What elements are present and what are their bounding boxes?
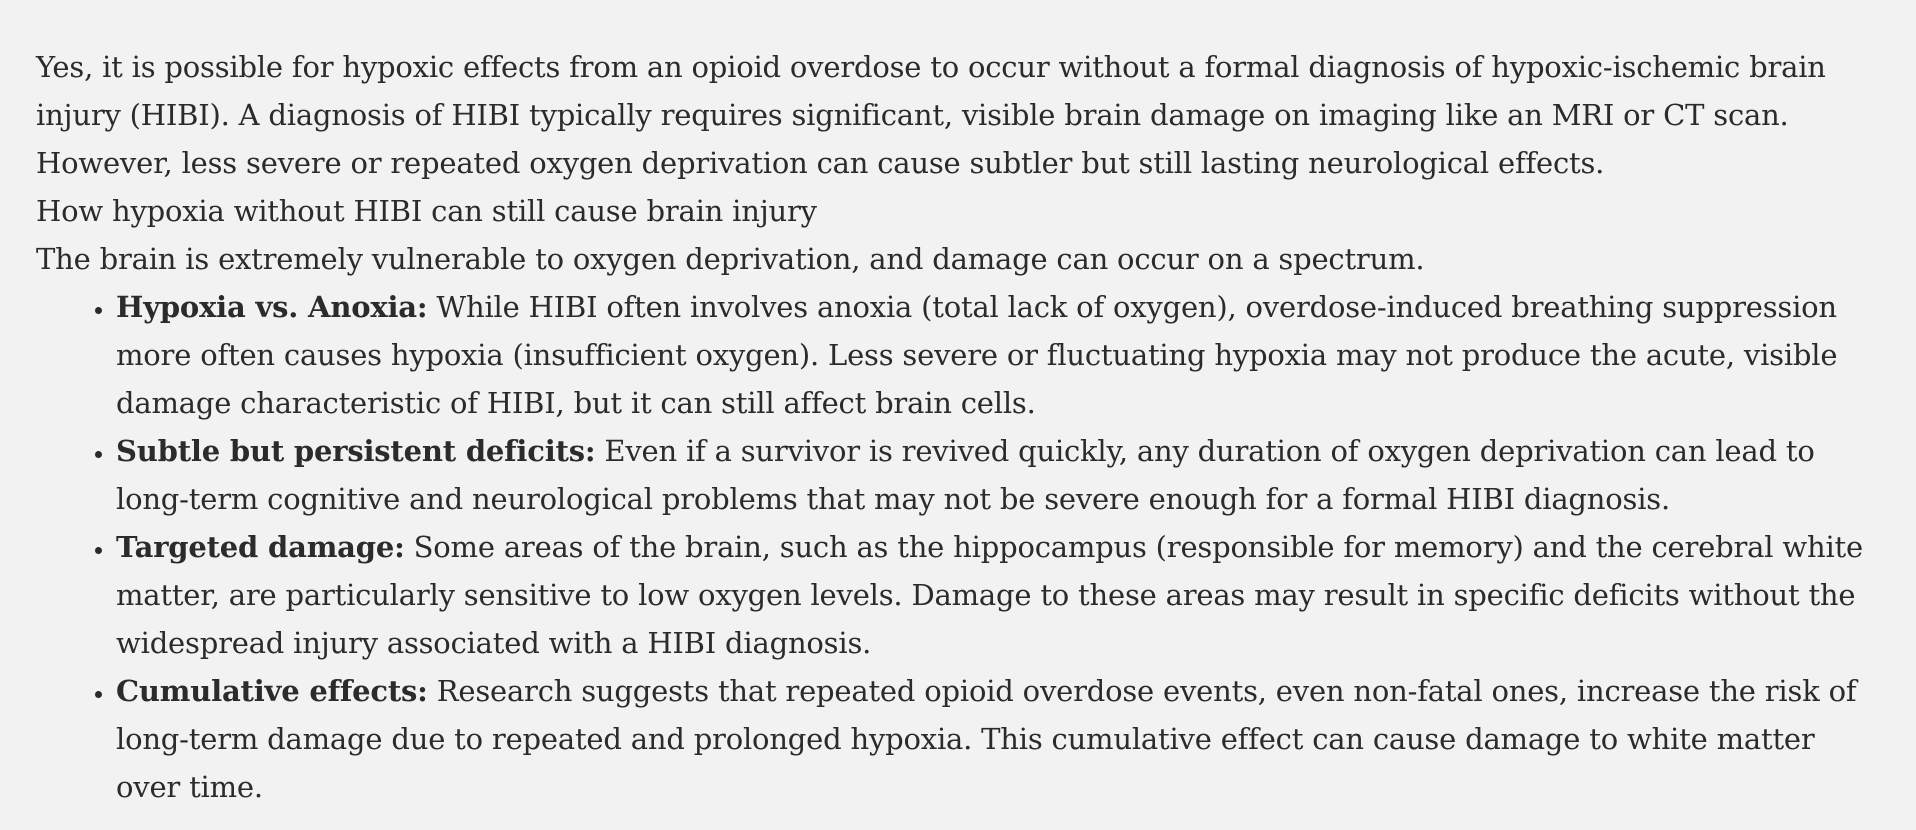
list-item-term: Cumulative effects: <box>116 674 428 708</box>
list-item-text: Research suggests that repeated opioid overdose events, even non-fatal ones, increase the risk of long-term damage due to repeated and prolonged hypoxia. This cumulative effect can cause damage to white matter over time. <box>116 674 1857 804</box>
list-item-term: Subtle but persistent deficits: <box>116 434 596 468</box>
bullet-list <box>36 283 1886 811</box>
list-item-text: Some areas of the brain, such as the hippocampus (responsible for memory) and the cerebral white matter, are particularly sensitive to low oxygen levels. Damage to these areas may result in specific deficits without the widespread injury associated with a HIBI diagnosis. <box>116 530 1863 660</box>
intro-paragraph: Yes, it is possible for hypoxic effects from an opioid overdose to occur without a formal diagnosis of hypoxic-ischemic brain injury (HIBI). A diagnosis of HIBI typically requires significant, visible brain damage on imaging like an MRI or CT scan. However, less severe or repeated oxygen deprivation can cause subtler but still lasting neurological effects. <box>36 50 1826 180</box>
list-item <box>116 427 1886 523</box>
list-item <box>116 283 1886 427</box>
list-item-term: Targeted damage: <box>116 530 405 564</box>
list-item <box>116 523 1886 667</box>
section-heading: How hypoxia without HIBI can still cause brain injury <box>36 194 817 228</box>
list-item <box>116 667 1886 811</box>
list-item-term: Hypoxia vs. Anoxia: <box>116 290 428 324</box>
list-item-text: While HIBI often involves anoxia (total lack of oxygen), overdose-induced breathing suppression more often causes hypoxia (insufficient oxygen). Less severe or fluctuating hypoxia may not produce the acute, visible damage characteristic of HIBI, but it can still affect brain cells. <box>116 290 1838 420</box>
list-item-text: Even if a survivor is revived quickly, any duration of oxygen deprivation can lead to long-term cognitive and neurological problems that may not be severe enough for a formal HIBI diagnosis. <box>116 434 1815 516</box>
section-lead: The brain is extremely vulnerable to oxygen deprivation, and damage can occur on a spectrum. <box>36 242 1425 276</box>
response-document <box>36 43 1886 811</box>
